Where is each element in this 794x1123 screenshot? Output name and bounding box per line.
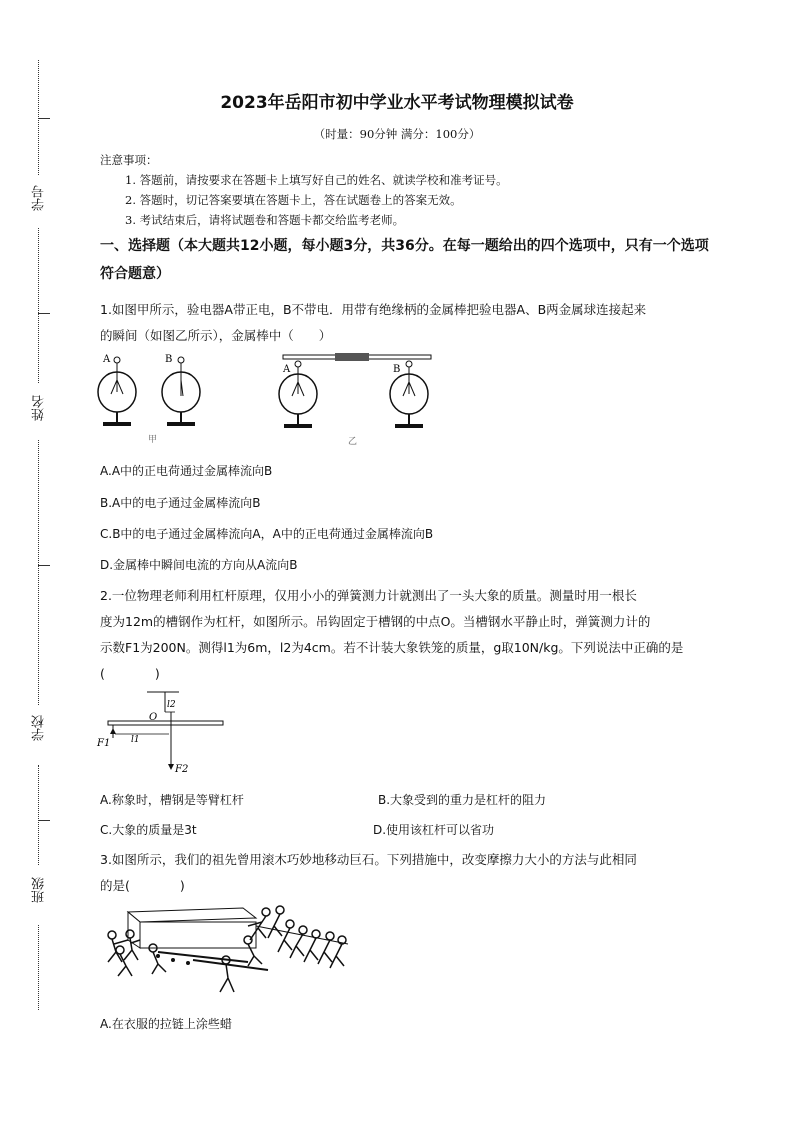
margin-label-class: 班级 xyxy=(32,877,47,903)
label-b: B xyxy=(165,354,173,365)
question-1-option-c: C.B中的电子通过金属棒流向A，A中的正电荷通过金属棒流向B xyxy=(100,527,434,541)
label-f1: F1 xyxy=(97,738,111,749)
exam-notes xyxy=(100,150,508,230)
margin-tick xyxy=(38,313,50,314)
question-2-lever-figure xyxy=(95,690,230,778)
section-heading: 一、选择题（本大题共12小题，每小题3分，共36分。在每一题给出的四个选项中，只有一个选项符合题意） xyxy=(100,238,709,282)
electroscope-a-jia xyxy=(98,354,136,426)
binding-line-2 xyxy=(38,228,39,383)
question-3-option-a: A.在衣服的拉链上涂些蜡 xyxy=(100,1017,232,1031)
label-a: A xyxy=(283,364,291,375)
question-2-option-d: D.使用该杠杆可以省功 xyxy=(373,823,495,837)
electroscope-b-jia xyxy=(162,354,200,426)
pivot-label-o: O xyxy=(149,712,158,723)
question-2-line: ( ) xyxy=(100,666,160,681)
margin-tick xyxy=(38,565,50,566)
figure-label-jia: 甲 xyxy=(148,435,158,445)
label-f2: F2 xyxy=(175,764,189,775)
electroscope-b-yi xyxy=(390,361,428,428)
question-3-line: 的是( ) xyxy=(100,878,185,893)
electroscope-a-yi xyxy=(279,361,317,428)
margin-label-name: 姓名 xyxy=(32,395,47,421)
metal-rod xyxy=(283,353,431,361)
notes-item: 3. 考试结束后，请将试题卷和答题卡都交给监考老师。 xyxy=(125,213,405,227)
binding-line-3 xyxy=(38,440,39,705)
question-1-option-b: B.A中的电子通过金属棒流向B xyxy=(100,496,261,510)
question-1-option-d: D.金属棒中瞬间电流的方向从A流向B xyxy=(100,558,298,572)
margin-label-school: 学校 xyxy=(32,715,47,741)
label-b: B xyxy=(393,364,401,375)
notes-item: 2. 答题时，切记答案要填在答题卡上，答在试题卷上的答案无效。 xyxy=(125,193,462,207)
question-3-line: 3.如图所示，我们的祖先曾用滚木巧妙地移动巨石。下列措施中，改变摩擦力大小的方法与此相同 xyxy=(100,852,637,867)
notes-item: 1. 答题前，请按要求在答题卡上填写好自己的姓名、就读学校和准考证号。 xyxy=(125,173,508,187)
label-a: A xyxy=(103,354,111,365)
binding-line-5 xyxy=(38,925,39,1010)
question-3-rolling-stone-figure xyxy=(98,900,353,1000)
question-1-figure xyxy=(95,350,440,450)
question-1-stem xyxy=(100,297,740,349)
question-2-option-c: C.大象的质量是3t xyxy=(100,823,197,837)
question-2-line: 度为12m的槽钢作为杠杆，如图所示。吊钩固定于槽钢的中点O。当槽钢水平静止时，弹簧测力计的 xyxy=(100,614,651,629)
question-3-stem xyxy=(100,847,750,899)
exam-time-info: （时量：90分钟 满分：100分） xyxy=(313,127,481,141)
figure-label-yi: 乙 xyxy=(348,437,358,447)
margin-tick xyxy=(38,820,50,821)
margin-label-student-id: 学号 xyxy=(32,185,47,211)
margin-tick xyxy=(38,118,50,119)
question-1-option-a: A.A中的正电荷通过金属棒流向B xyxy=(100,464,273,478)
page-title: 2023年岳阳市初中学业水平考试物理模拟试卷 xyxy=(220,93,574,113)
label-l2: l2 xyxy=(167,700,176,710)
question-2-line: 2.一位物理老师利用杠杆原理，仅用小小的弹簧测力计就测出了一头大象的质量。测量时用一根长 xyxy=(100,588,637,603)
question-2-stem xyxy=(100,583,750,687)
notes-heading: 注意事项： xyxy=(100,153,158,167)
label-l1: l1 xyxy=(131,735,140,745)
binding-line-4 xyxy=(38,765,39,865)
question-1-line: 的瞬间（如图乙所示），金属棒中（ ） xyxy=(100,328,332,343)
question-2-line: 示数F1为200N。测得l1为6m，l2为4cm。若不计装大象铁笼的质量，g取10N/kg。下列说法中正确的是 xyxy=(100,640,684,655)
question-2-option-a: A.称象时，槽钢是等臂杠杆 xyxy=(100,793,244,807)
question-2-option-b: B.大象受到的重力是杠杆的阻力 xyxy=(378,793,547,807)
question-1-line: 1.如图甲所示，验电器A带正电，B不带电．用带有绝缘柄的金属棒把验电器A、B两金属球连接起来 xyxy=(100,302,647,317)
